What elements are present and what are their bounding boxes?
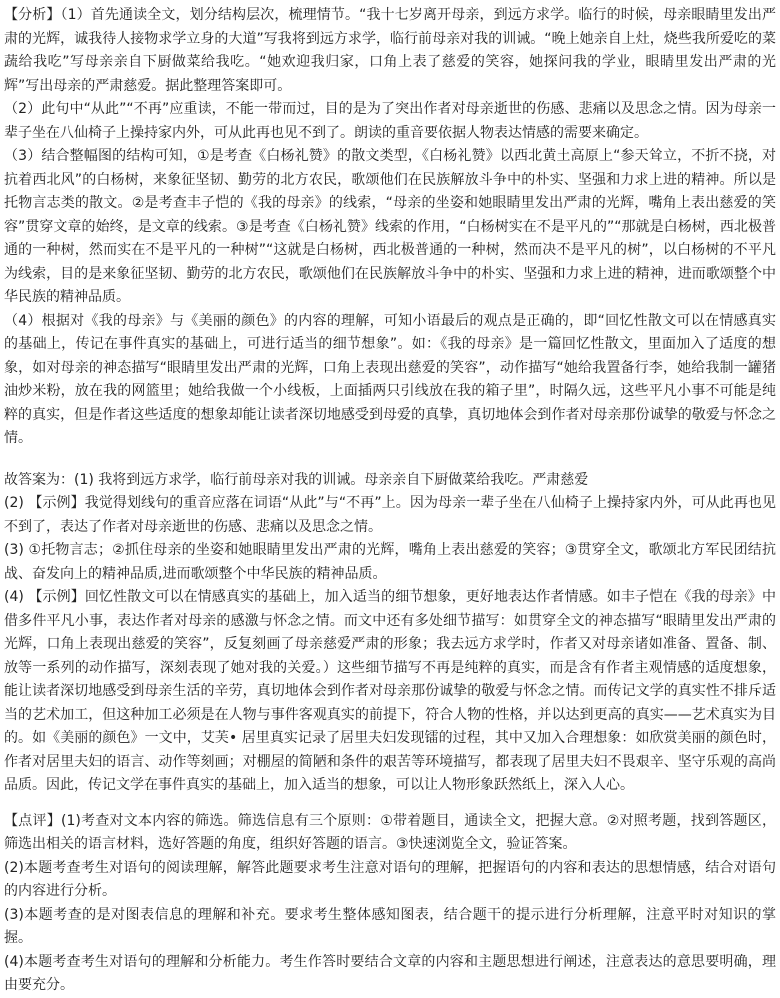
analysis-paragraph-4: （4）根据对《我的母亲》与《美丽的颜色》的内容的理解，可知小语最后的观点是正确的，即“回忆性散文可以在情感真实的基础上，传记在事件真实的基础上，可进行适当的细节想象”。如：《我的母亲》是一篇回忆性散文，里面加入了适度的想象，如对母亲的神态描写“眼睛里发出严肃的光辉，口角上表现出慈爱的笑容”，动作描写“她给我置备行李，她给我制一罐猪油炒米粉，放在我的网篮里；她给我做一个小线板，上面插两只引线放在我的箱子里”，时隔久远，这些平凡小事不可能是纯粹的真实，但是作者这些适度的想象却能让读者深切地感受到母爱的真挚，真切地体会到作者对母亲那份诚挚的敬爱与怀念之情。	[4, 312, 776, 446]
answer-section	[4, 469, 776, 798]
section-divider	[4, 451, 776, 469]
review-paragraph-1: 【点评】(1)考查对文本内容的筛选。筛选信息有三个原则：①带着题目，通读全文，把握大意。②对照考题，找到答题区，筛选出相关的语言材料，选好答题的角度，组织好答题的语言。③快速浏览全文，验证答案。	[4, 812, 776, 852]
answer-paragraph-2: (2) 【示例】我觉得划线句的重音应落在词语“从此”与“不再”上。因为母亲一辈子坐在八仙椅子上操持家内外，可从此再也见不到了，表达了作者对母亲逝世的伤感、悲痛以及思念之情。	[4, 495, 776, 535]
review-paragraph-3: (3)本题考查的是对图表信息的理解和补充。要求考生整体感知图表，结合题干的提示进行分析理解，注意平时对知识的掌握。	[4, 906, 776, 946]
answer-paragraph-3: (3) ①托物言志；②抓住母亲的坐姿和她眼睛里发出严肃的光辉，嘴角上表出慈爱的笑容；③贯穿全文，歌颂北方军民团结抗战、奋发向上的精神品质,进而歌颂整个中华民族的精神品质。	[4, 542, 776, 582]
review-section	[4, 810, 776, 998]
answer-paragraph-1: 故答案为：(1) 我将到远方求学，临行前母亲对我的训诫。母亲亲自下厨做菜给我吃。严肃慈爱	[4, 471, 589, 488]
analysis-section	[4, 4, 776, 451]
review-paragraph-4: (4)本题考查考生对语句的理解和分析能力。考生作答时要结合文章的内容和主题思想进行阐述，注意表达的意思要明确，理由要充分。	[4, 953, 776, 993]
analysis-paragraph-2: （2）此句中“从此”“不再”应重读，不能一带而过，目的是为了突出作者对母亲逝世的伤感、悲痛以及思念之情。因为母亲一辈子坐在八仙椅子上操持家内外，可从此再也见不到了。朗读的重音要依据人物表达情感的需要来确定。	[4, 101, 776, 141]
section-divider	[4, 798, 776, 810]
review-paragraph-2: (2)本题考查考生对语句的阅读理解，解答此题要求考生注意对语句的理解，把握语句的内容和表达的思想情感，结合对语句的内容进行分析。	[4, 859, 776, 899]
analysis-paragraph-1: 【分析】（1）首先通读全文，划分结构层次，梳理情节。“我十七岁离开母亲，到远方求学。临行的时候，母亲眼睛里发出严肃的光辉，诚我待人接物求学立身的大道”写我将到远方求学，临行前母亲对我的训诫。“晚上她亲自上灶，烧些我所爱吃的菜蔬给我吃”写母亲亲自下厨做菜给我吃。“她欢迎我归家，口角上表了慈爱的笑容，她探问我的学业，眼睛里发出严肃的光辉”写出母亲的严肃慈爱。据此整理答案即可。	[4, 7, 776, 94]
analysis-paragraph-3: （3）结合整幅图的结构可知，①是考查《白杨礼赞》的散文类型，《白杨礼赞》以西北黄土高原上“参天耸立，不折不挠，对抗着西北风”的白杨树，来象征坚韧、勤劳的北方农民，歌颂他们在民族解放斗争中的朴实、坚强和力求上进的精神。所以是托物言志类的散文。②是考查丰子恺的《我的母亲》的线索，“母亲的坐姿和她眼睛里发出严肃的光辉，嘴角上表出慈爱的笑容”贯穿文章的始终，是文章的线索。③是考查《白杨礼赞》线索的作用，“白杨树实在不是平凡的”“那就是白杨树，西北极普通的一种树，然而实在不是平凡的一种树”“这就是白杨树，西北极普通的一种树，然而决不是平凡的树”，以白杨树的不平凡为线索，目的是来象征坚韧、勤劳的北方农民，歌颂他们在民族解放斗争中的朴实、坚强和力求上进的精神，进而歌颂整个中华民族的精神品质。	[4, 148, 776, 305]
answer-paragraph-4: (4) 【示例】回忆性散文可以在情感真实的基础上，加入适当的细节想象，更好地表达作者情感。如丰子恺在《我的母亲》中借多件平凡小事，表达作者对母亲的感激与怀念之情。而文中还有多处细节描写：如贯穿全文的神态描写“眼睛里发出严肃的光辉，口角上表现出慈爱的笑容”，反复刻画了母亲慈爱严肃的形象；我去远方求学时，作者又对母亲诸如准备、置备、制、放等一系列的动作描写，深刻表现了她对我的关爱。）这些细节描写不再是纯粹的真实，而是含有作者主观情感的适度想象，能让读者深切地感受到母亲生活的辛劳，真切地体会到作者对母亲那份诚挚的敬爱与怀念之情。而传记文学的真实性不排斥适当的艺术加工，但这种加工必须是在人物与事件客观真实的前提下，符合人物的性格，并以达到更高的真实——艺术真实为目的。如《美丽的颜色》一文中，艾芙• 居里真实记录了居里夫妇发现镭的过程，其中又加入合理想象：如欣赏美丽的颜色时，作者对居里夫妇的语言、动作等刻画；对棚屋的简陋和条件的艰苦等环境描写，都表现了居里夫妇不畏艰辛、坚守乐观的高尚品质。因此，传记文学在事件真实的基础上，加入适当的想象，可以让人物形象跃然纸上，深入人心。	[4, 589, 776, 793]
